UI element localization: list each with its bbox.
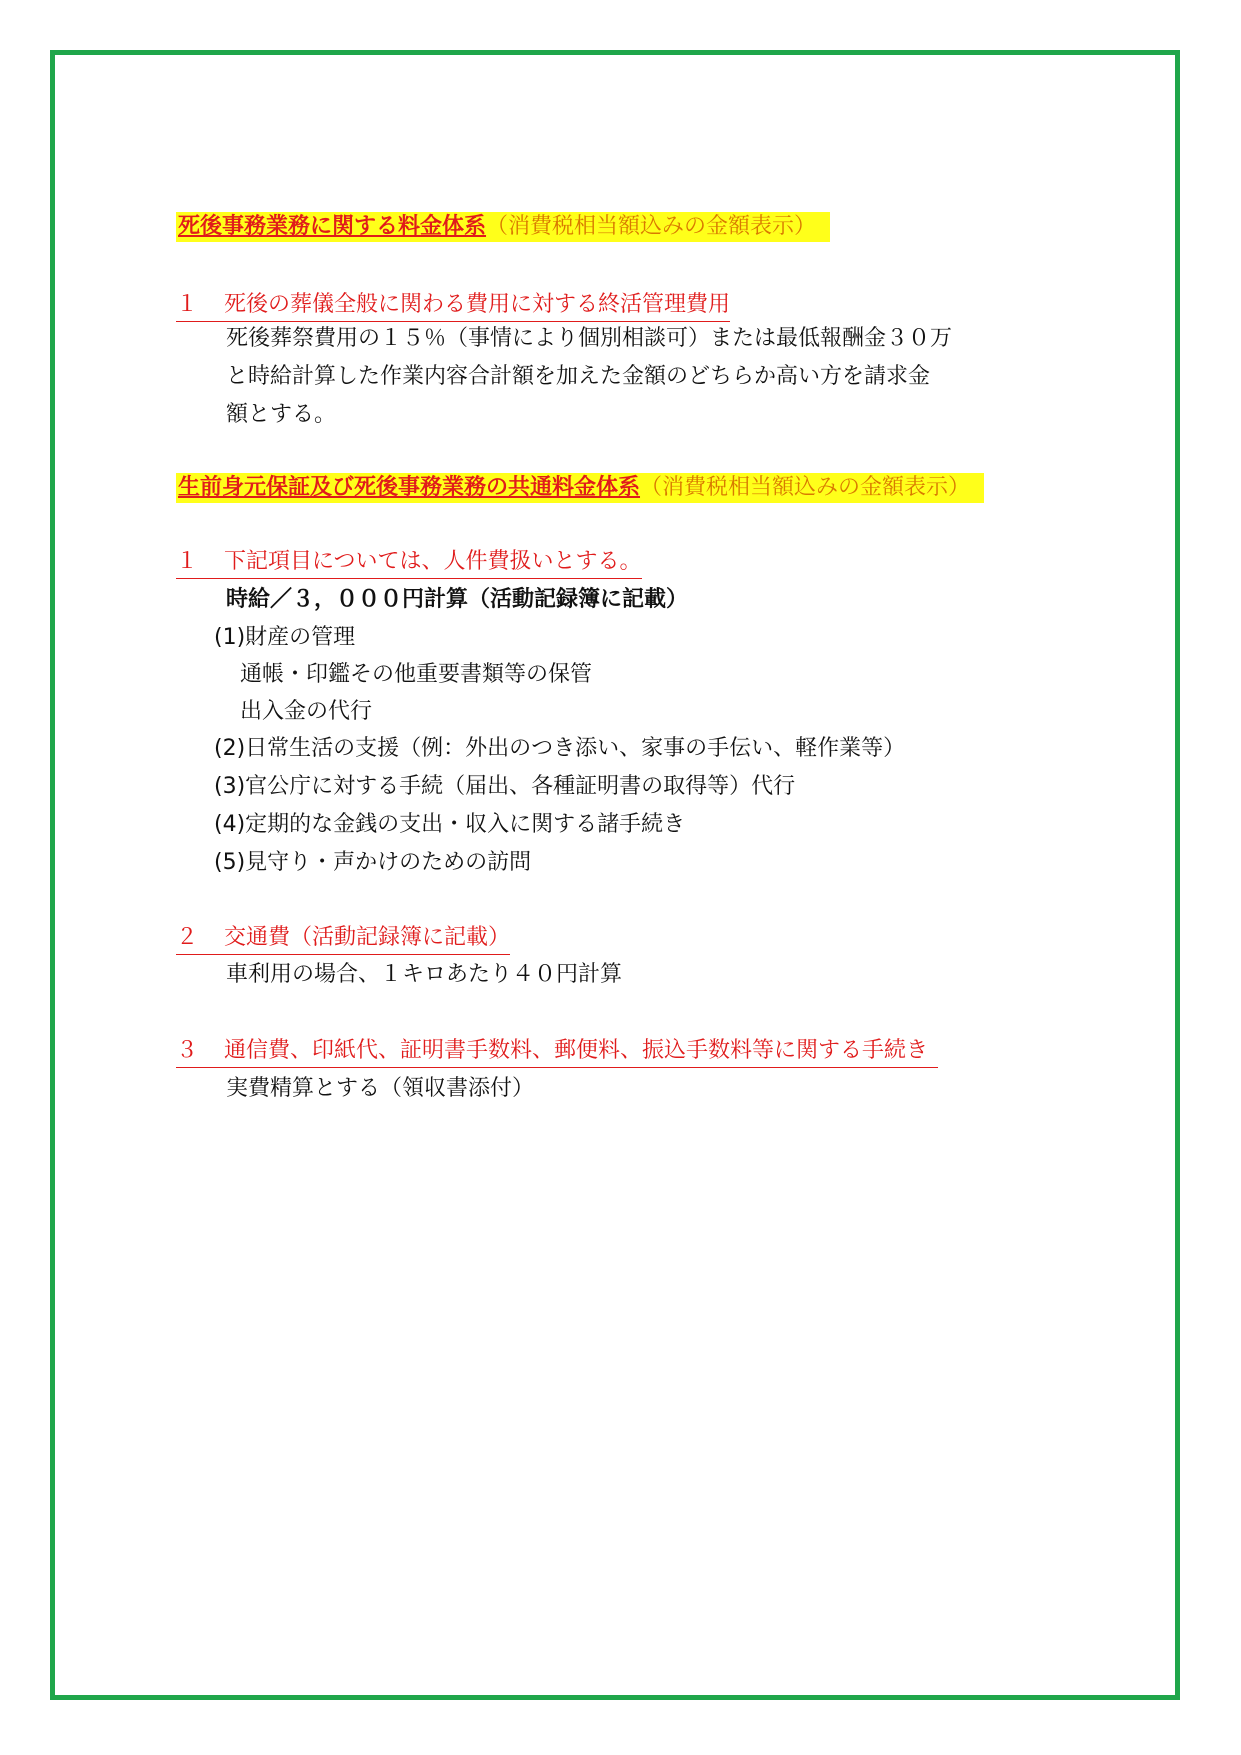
- section1-item1-line-1: 死後葬祭費用の１５％（事情により個別相談可）または最低報酬金３０万: [226, 326, 953, 351]
- item-number: １: [176, 292, 199, 317]
- list-item: 出入金の代行: [240, 699, 373, 724]
- item-number: １: [176, 549, 199, 574]
- list-item: (1)財産の管理: [214, 625, 356, 650]
- list-item: (4)定期的な金銭の支出・収入に関する諸手続き: [214, 812, 686, 837]
- section2-title-note: （消費税相当額込みの金額表示）: [640, 475, 971, 500]
- item-heading: 死後の葬儀全般に関わる費用に対する終活管理費用: [224, 292, 731, 317]
- section1-item1-heading: [176, 290, 730, 322]
- section1-title: [176, 212, 830, 242]
- list-item: (5)見守り・声かけのための訪問: [214, 850, 532, 875]
- section1-title-note: （消費税相当額込みの金額表示）: [486, 214, 817, 239]
- section2-item2-text: 車利用の場合、１キロあたり４０円計算: [226, 962, 623, 987]
- list-item: 通帳・印鑑その他重要書類等の保管: [240, 662, 593, 687]
- item-heading: 通信費、印紙代、証明書手数料、郵便料、振込手数料等に関する手続き: [224, 1038, 929, 1063]
- section1-title-main: 死後事務業務に関する料金体系: [178, 214, 487, 239]
- section2-item3-heading: [176, 1036, 938, 1068]
- item-heading: 交通費（活動記録簿に記載）: [224, 925, 511, 950]
- list-item: (2)日常生活の支援（例：外出のつき添い、家事の手伝い、軽作業等）: [214, 736, 906, 761]
- section1-item1-line-2: と時給計算した作業内容合計額を加えた金額のどちらか高い方を請求金: [226, 364, 931, 389]
- list-item: (3)官公庁に対する手続（届出、各種証明書の取得等）代行: [214, 774, 796, 799]
- section2-title-main: 生前身元保証及び死後事務業務の共通料金体系: [178, 475, 641, 500]
- section2-item2-heading: [176, 923, 510, 955]
- section1-item1-line-3: 額とする。: [226, 402, 337, 427]
- item-heading: 下記項目については、人件費扱いとする。: [224, 549, 642, 574]
- section2-title: [176, 473, 984, 503]
- item-number: ２: [176, 925, 199, 950]
- section2-item1-heading: [176, 547, 642, 579]
- section2-item3-text: 実費精算とする（領収書添付）: [226, 1076, 535, 1101]
- item-number: ３: [176, 1038, 199, 1063]
- hourly-rate: 時給／３，０００円計算（活動記録簿に記載）: [226, 587, 689, 612]
